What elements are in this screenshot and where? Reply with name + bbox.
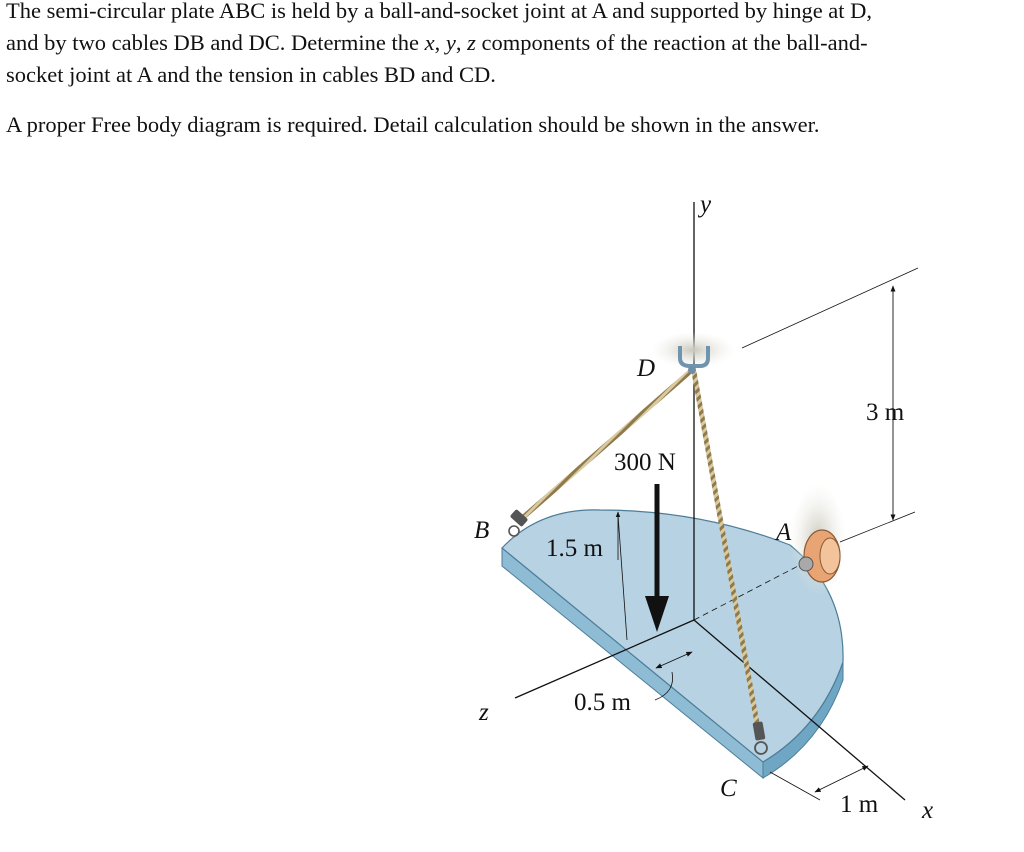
dim-ref-top: [742, 268, 918, 348]
force-label: 300 N: [614, 449, 676, 476]
dim-1m-line: [815, 766, 868, 792]
dim-15m-label: 1.5 m: [546, 535, 603, 562]
y-axis-label: y: [700, 191, 712, 218]
point-B-label: B: [474, 517, 490, 544]
problem-line-3: socket joint at A and the tension in cables BD and CD.: [6, 62, 496, 87]
cable-DB: [520, 370, 692, 520]
dim-05m-label: 0.5 m: [574, 689, 631, 716]
x-axis-label: x: [922, 797, 934, 824]
requirement-text: A proper Free body diagram is required. Detail calculation should be shown in the answer.: [6, 112, 820, 137]
point-D-label: D: [637, 355, 656, 382]
z-axis-label: z: [479, 699, 489, 726]
problem-line-1: The semi-circular plate ABC is held by a ball-and-socket joint at A and supported by hinge at D,: [6, 0, 873, 23]
dim-ref-bottom: [840, 512, 915, 542]
point-A-label: A: [776, 519, 792, 546]
dim-1m-ext: [770, 772, 820, 800]
cable-end-B: [510, 509, 529, 527]
hinge-wall-shadow: [651, 332, 735, 368]
cable-hook-icon: [509, 526, 519, 536]
dim-3m-label: 3 m: [866, 399, 905, 426]
dim-1m-label: 1 m: [840, 791, 879, 818]
point-C-label: C: [720, 775, 737, 802]
problem-line-2: and by two cables DB and DC. Determine the x, y, z components of the reaction at the ball-and-: [6, 30, 868, 55]
